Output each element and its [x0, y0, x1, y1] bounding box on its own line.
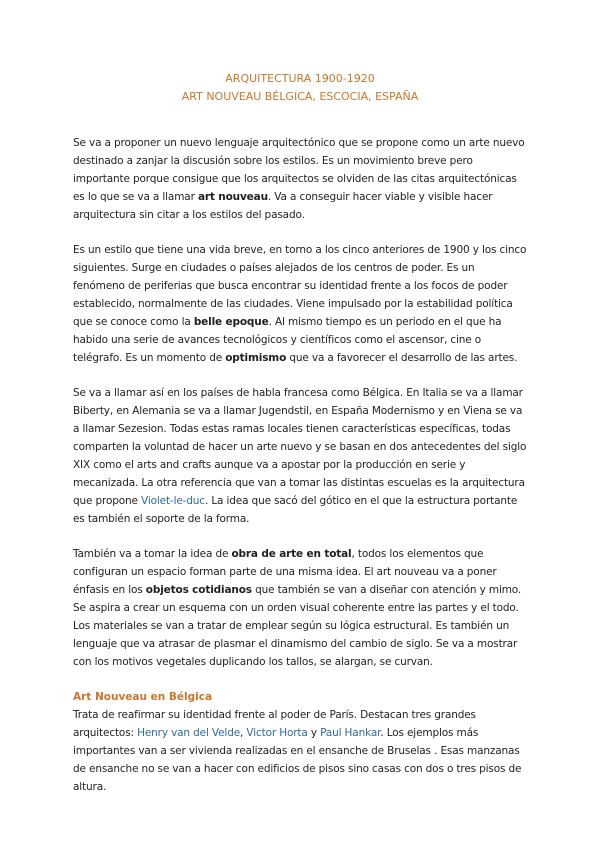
bold-term-belle-epoque: belle epoque	[193, 316, 269, 328]
link-violet-le-duc[interactable]: Violet-le-duc	[141, 495, 205, 507]
paragraph-belgica	[73, 706, 527, 796]
paragraph-intro	[73, 134, 527, 224]
text: . Va a conseguir hacer viable y visible hacer arquitectura sin citar a los estilos del pasado.	[73, 191, 493, 221]
bold-term-obra-de-arte-total: obra de arte en total	[231, 548, 352, 560]
text: . Los ejemplos más importantes van a ser vivienda realizadas en el ensanche de Bruselas . Esas manzanas de ensanche no se van a hacer con edificios de pisos sino casas con dos o tres pisos de altura.	[73, 727, 522, 793]
paragraph-context	[73, 241, 527, 367]
text: También va a tomar la idea de	[73, 548, 232, 560]
bold-term-objetos-cotidianos: objetos cotidianos	[145, 584, 252, 596]
text: Trata de reafirmar su identidad frente al poder de París. Destacan tres grandes arquitectos:	[73, 709, 476, 739]
text: ,	[240, 727, 247, 739]
section-heading-belgica: Art Nouveau en Bélgica	[73, 691, 213, 703]
text: . La idea que sacó del gótico en el que la estructura portante es también el soporte de la forma.	[73, 495, 518, 525]
text: Es un estilo que tiene una vida breve, en torno a los cinco anteriores de 1900 y los cinco siguientes. Surge en ciudades o países alejados de los centros de poder. Es un fenómeno de periferias que busca encontrar su identidad frente a los focos de poder establecido, normalmente de las ciudades. Viene impulsado por la estabilidad política que se conoce como la	[73, 244, 527, 328]
paragraph-obra-total	[73, 545, 527, 671]
title-line-2: ART NOUVEAU BÉLGICA, ESCOCIA, ESPAÑA	[181, 90, 419, 103]
text: que también se van a diseñar con atención y mimo. Se aspira a crear un esquema con un orden visual coherente entre las partes y el todo. Los materiales se van a tratar de emplear según su lógica estructural. Es también un lenguaje que va atrasar de plasmar el dinamismo del cambio de siglo. Se va a mostrar con los motivos vegetales duplicando los tallos, se alargan, se curvan.	[73, 584, 522, 668]
bold-term-art-nouveau: art nouveau	[197, 191, 268, 203]
bold-term-optimismo: optimismo	[225, 352, 287, 364]
link-henry-van-del-velde[interactable]: Henry van del Velde	[137, 727, 241, 739]
text: , todos los elementos que configuran un espacio forman parte de una misma idea. El art nouveau va a poner énfasis en los	[73, 548, 497, 596]
text: . Al mismo tiempo es un periodo en el que ha habido una serie de avances tecnológicos y científicos como el ascensor, cine o telégrafo. Es un momento de	[73, 316, 502, 364]
text: y	[307, 727, 321, 739]
title-line-1: ARQUITECTURA 1900-1920	[225, 72, 375, 85]
link-victor-horta[interactable]: Victor Horta	[246, 727, 308, 739]
text: Se va a llamar así en los países de habla francesa como Bélgica. En Italia se va a llamar Biberty, en Alemania se va a llamar Jugendstil, en España Modernismo y en Viena se va a llamar Sezesion. Todas estas ramas locales tienen características específicas, todas comparten la voluntad de hacer un arte nuevo y se basan en dos antecedentes del siglo XIX como el arts and crafts aunque va a apostar por la producción en serie y mecanizada. La otra referencia que van a tomar las distintas escuelas es la arquitectura que propone	[73, 387, 527, 507]
link-paul-hankar[interactable]: Paul Hankar	[320, 727, 381, 739]
paragraph-names	[73, 384, 527, 528]
document-title	[73, 70, 527, 106]
text: Se va a proponer un nuevo lenguaje arquitectónico que se propone como un arte nuevo destinado a zanjar la discusión sobre los estilos. Es un movimiento breve pero importante porque consigue que los arquitectos se olviden de las citas arquitectónicas es lo que se va a llamar	[73, 137, 525, 203]
text: que va a favorecer el desarrollo de las artes.	[286, 352, 518, 364]
